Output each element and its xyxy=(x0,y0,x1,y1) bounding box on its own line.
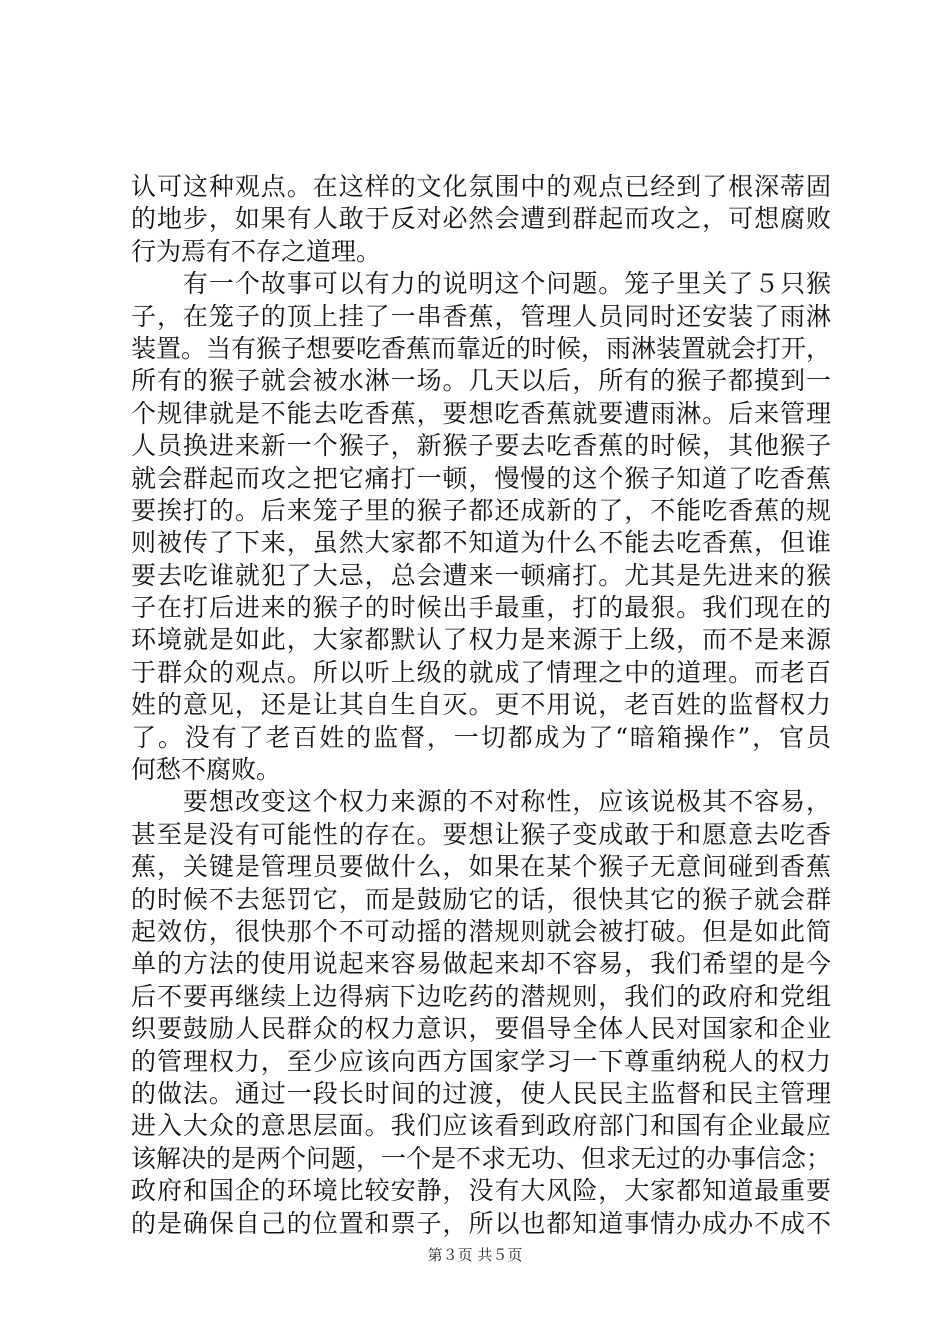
text-line: 单的方法的使用说起来容易做起来却不容易，我们希望的是今 xyxy=(131,949,831,979)
text-line: 就会群起而攻之把它痛打一顿，慢慢的这个猴子知道了吃香蕉 xyxy=(131,463,831,493)
text-line: 要想改变这个权力来源的不对称性，应该说极其不容易， xyxy=(131,787,831,817)
body-text xyxy=(131,171,831,1240)
text-line: 所有的猴子就会被水淋一场。几天以后，所有的猴子都摸到一 xyxy=(131,366,831,396)
text-line: 行为焉有不存之道理。 xyxy=(131,236,382,266)
text-line: 子在打后进来的猴子的时候出手最重，打的最狠。我们现在的 xyxy=(131,593,831,623)
text-line: 的是确保自己的位置和票子，所以也都知道事情办成办不成不 xyxy=(131,1208,831,1238)
text-line: 姓的意见，还是让其自生自灭。更不用说，老百姓的监督权力 xyxy=(131,690,831,720)
text-line: 织要鼓励人民群众的权力意识，要倡导全体人民对国家和企业 xyxy=(131,1014,831,1044)
text-line: 了。没有了老百姓的监督，一切都成为了“暗箱操作”，官员 xyxy=(131,722,831,752)
text-line: 何愁不腐败。 xyxy=(131,755,282,785)
page-footer: 第３页 共５页 xyxy=(427,1246,523,1264)
text-line: 要挨打的。后来笼子里的猴子都还成新的了，不能吃香蕉的规 xyxy=(131,495,831,525)
text-line: 的时候不去惩罚它，而是鼓励它的话，很快其它的猴子就会群 xyxy=(131,884,831,914)
text-line: 甚至是没有可能性的存在。要想让猴子变成敢于和愿意去吃香 xyxy=(131,819,831,849)
text-line: 个规律就是不能去吃香蕉，要想吃香蕉就要遭雨淋。后来管理 xyxy=(131,398,831,428)
text-line: 有一个故事可以有力的说明这个问题。笼子里关了５只猴 xyxy=(131,269,831,299)
text-line: 的管理权力，至少应该向西方国家学习一下尊重纳税人的权力 xyxy=(131,1046,831,1076)
text-line: 于群众的观点。所以听上级的就成了情理之中的道理。而老百 xyxy=(131,657,831,687)
text-line: 进入大众的意思层面。我们应该看到政府部门和国有企业最应 xyxy=(131,1111,831,1141)
text-line: 人员换进来新一个猴子，新猴子要去吃香蕉的时候，其他猴子 xyxy=(131,431,831,461)
text-line: 要去吃谁就犯了大忌，总会遭来一顿痛打。尤其是先进来的猴 xyxy=(131,560,831,590)
paragraph xyxy=(131,786,831,1239)
text-line: 认可这种观点。在这样的文化氛围中的观点已经到了根深蒂固 xyxy=(131,172,831,201)
paragraph xyxy=(131,171,831,268)
paragraph xyxy=(131,268,831,786)
text-line: 起效仿，很快那个不可动摇的潜规则就会被打破。但是如此简 xyxy=(131,916,831,946)
text-line: 后不要再继续上边得病下边吃药的潜规则，我们的政府和党组 xyxy=(131,981,831,1011)
text-line: 装置。当有猴子想要吃香蕉而靠近的时候，雨淋装置就会打开， xyxy=(131,333,832,363)
text-line: 蕉，关键是管理员要做什么，如果在某个猴子无意间碰到香蕉 xyxy=(131,852,831,882)
text-line: 的地步，如果有人敢于反对必然会遭到群起而攻之，可想腐败 xyxy=(131,204,831,234)
text-line: 环境就是如此，大家都默认了权力是来源于上级，而不是来源 xyxy=(131,625,831,655)
text-line: 则被传了下来，虽然大家都不知道为什么不能去吃香蕉，但谁 xyxy=(131,528,831,558)
text-line: 的做法。通过一段长时间的过渡，使人民民主监督和民主管理 xyxy=(131,1078,831,1108)
text-line: 子，在笼子的顶上挂了一串香蕉，管理人员同时还安装了雨淋 xyxy=(131,301,831,331)
text-line: 政府和国企的环境比较安静，没有大风险，大家都知道最重要 xyxy=(131,1176,831,1206)
text-line: 该解决的是两个问题，一个是不求无功、但求无过的办事信念； xyxy=(131,1143,832,1173)
